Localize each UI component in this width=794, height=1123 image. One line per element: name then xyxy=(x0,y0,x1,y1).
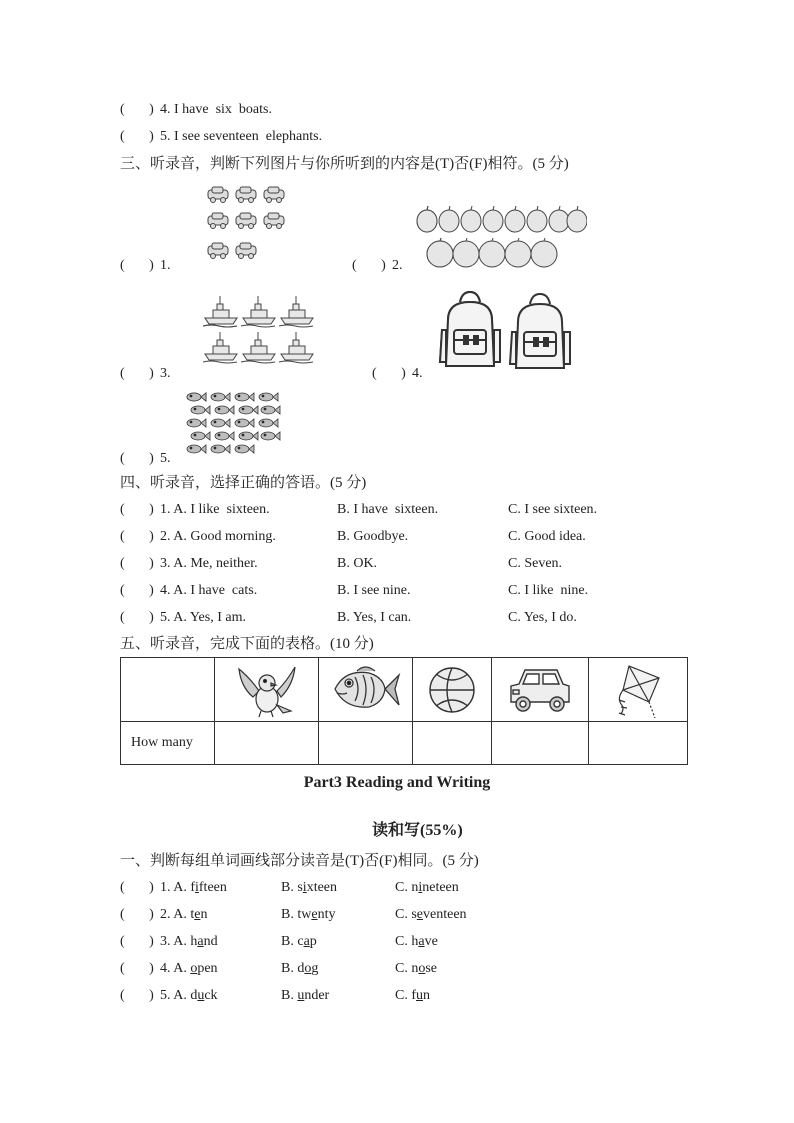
option-b: B. Yes, I can. xyxy=(337,610,412,625)
item-text: 4. I have six boats. xyxy=(160,102,272,117)
top-item-4 xyxy=(120,100,272,120)
option-a: 1. A. I like sixteen. xyxy=(160,502,270,517)
car-cell xyxy=(491,658,588,722)
answer-paren[interactable]: ( ) xyxy=(120,556,154,571)
bird-icon xyxy=(231,661,303,719)
answer-paren[interactable]: ( ) xyxy=(120,102,154,117)
option-a: 4. A. I have cats. xyxy=(160,583,258,598)
answer-paren[interactable]: ( ) xyxy=(120,988,154,1003)
option-c: C. Good idea. xyxy=(508,529,586,544)
item-text: 5. I see seventeen elephants. xyxy=(160,129,323,144)
rw-section1-heading: 一、判断每组单词画线部分读音是(T)否(F)相同。(5 分) xyxy=(120,853,479,869)
option-c: C. nose xyxy=(395,961,438,976)
option-c: C. Yes, I do. xyxy=(508,610,577,625)
bird-cell xyxy=(215,658,319,722)
s3-item-2: ( ) 2. xyxy=(352,256,403,276)
answer-paren[interactable]: ( ) xyxy=(120,583,154,598)
s3-item-5: ( ) 5. xyxy=(120,449,171,469)
kite-cell xyxy=(588,658,687,722)
s3-item-4: ( ) 4. xyxy=(372,364,423,384)
answer-paren[interactable]: ( ) xyxy=(120,934,154,949)
option-b: B. Goodbye. xyxy=(337,529,409,544)
answer-paren[interactable]: ( ) xyxy=(352,258,386,273)
option-b: B. I see nine. xyxy=(337,583,411,598)
option-a: 2. A. Good morning. xyxy=(160,529,276,544)
answer-paren[interactable]: ( ) xyxy=(120,961,154,976)
part3-title: Part3 Reading and Writing xyxy=(303,774,491,791)
option-c: C. fun xyxy=(395,988,430,1003)
option-c: C. Seven. xyxy=(508,556,563,571)
table-corner-cell xyxy=(121,658,215,722)
section3-heading: 三、听录音，判断下列图片与你所听到的内容是(T)否(F)相符。(5 分) xyxy=(120,156,569,172)
option-b: B. I have sixteen. xyxy=(337,502,439,517)
option-b: B. dog xyxy=(281,961,319,976)
answer-paren[interactable]: ( ) xyxy=(372,366,406,381)
ball-icon xyxy=(426,664,478,716)
option-b: B. under xyxy=(281,988,330,1003)
answer-cell[interactable] xyxy=(413,722,491,765)
option-b: B. OK. xyxy=(337,556,378,571)
part3-subtitle: 读和写(55%) xyxy=(372,822,463,839)
answer-paren[interactable]: ( ) xyxy=(120,610,154,625)
fish-cell xyxy=(319,658,413,722)
answer-cell[interactable] xyxy=(215,722,319,765)
top-item-5 xyxy=(120,127,322,147)
option-b: B. twenty xyxy=(281,907,336,922)
answer-paren[interactable]: ( ) xyxy=(120,880,154,895)
schoolbags-icon xyxy=(438,290,588,374)
answer-paren[interactable]: ( ) xyxy=(120,129,154,144)
answer-paren[interactable]: ( ) xyxy=(120,258,154,273)
answer-paren[interactable]: ( ) xyxy=(120,366,154,381)
fish-group-icon xyxy=(186,392,282,458)
option-c: C. have xyxy=(395,934,438,949)
apples-oranges-icon xyxy=(415,206,587,272)
answer-cell[interactable] xyxy=(319,722,413,765)
fish-icon xyxy=(331,661,401,719)
option-c: C. seventeen xyxy=(395,907,467,922)
count-table xyxy=(120,657,688,765)
ball-cell xyxy=(413,658,491,722)
option-c: C. I see sixteen. xyxy=(508,502,598,517)
answer-cell[interactable] xyxy=(588,722,687,765)
option-b: B. sixteen xyxy=(281,880,338,895)
option-c: C. nineteen xyxy=(395,880,459,895)
answer-cell[interactable] xyxy=(491,722,588,765)
answer-paren[interactable]: ( ) xyxy=(120,451,154,466)
s3-item-1: ( ) 1. xyxy=(120,256,171,276)
how-many-label: How many xyxy=(121,722,215,765)
answer-paren[interactable]: ( ) xyxy=(120,529,154,544)
option-a: 3. A. Me, neither. xyxy=(160,556,258,571)
answer-paren[interactable]: ( ) xyxy=(120,502,154,517)
option-c: C. I like nine. xyxy=(508,583,589,598)
s3-item-3: ( ) 3. xyxy=(120,364,171,384)
option-b: B. cap xyxy=(281,934,317,949)
boats-icon xyxy=(203,294,315,366)
car-icon xyxy=(505,662,575,718)
option-a: 5. A. Yes, I am. xyxy=(160,610,246,625)
section4-heading: 四、听录音，选择正确的答语。(5 分) xyxy=(120,475,367,491)
cars-icon xyxy=(205,186,287,266)
kite-icon xyxy=(609,660,667,720)
answer-paren[interactable]: ( ) xyxy=(120,907,154,922)
section5-heading: 五、听录音，完成下面的表格。(10 分) xyxy=(120,636,374,652)
